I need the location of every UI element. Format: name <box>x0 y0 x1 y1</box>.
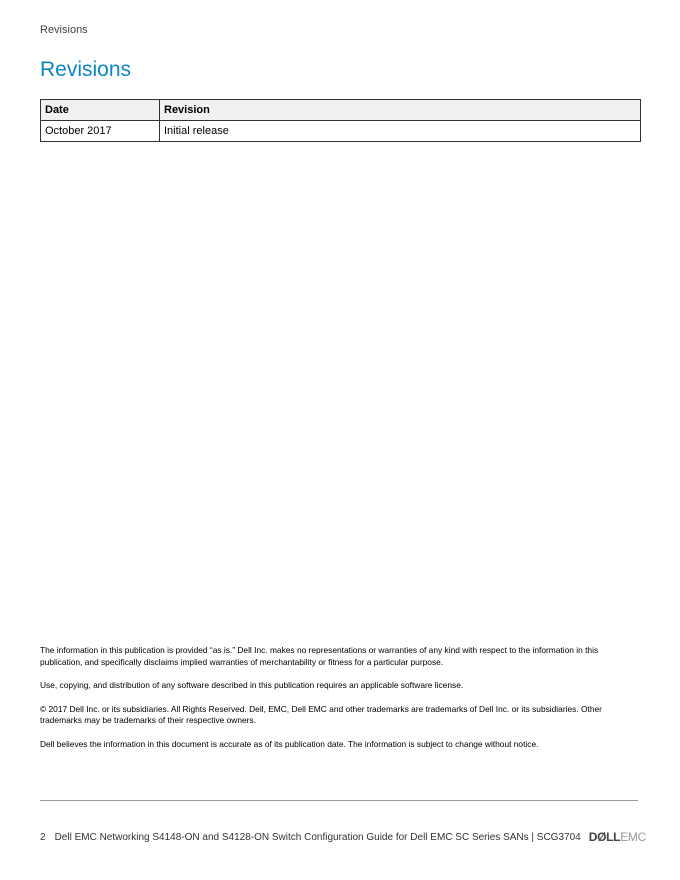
table-row <box>41 121 641 142</box>
page-number: 2 <box>40 831 46 843</box>
cell-revision: Initial release <box>160 121 641 142</box>
page-title: Revisions <box>40 58 132 81</box>
footer-divider <box>40 800 638 801</box>
document-title: Dell EMC Networking S4148-ON and S4128-ON Switch Configuration Guide for Dell EMC SC Series SANs | SCG3704 <box>54 831 581 843</box>
legal-paragraph-disclaimer: The information in this publication is provided “as is.” Dell Inc. makes no representations or warranties of any kind with respect to the information in this publication, and specifically disclaims implied warranties of merchantability or fitness for a particular purpose. <box>40 645 599 667</box>
legal-notice <box>40 645 640 762</box>
running-header: Revisions <box>40 24 88 36</box>
column-header-date: Date <box>41 100 160 121</box>
revisions-table <box>40 99 641 142</box>
logo-dell-text: DØLL <box>588 830 621 844</box>
legal-paragraph-copyright: © 2017 Dell Inc. or its subsidiaries. All Rights Reserved. Dell, EMC, Dell EMC and other trademarks are trademarks of Dell Inc. or its subsidiaries. Other trademarks may be trademarks of their respective owners. <box>40 703 602 725</box>
logo-emc-text: EMC <box>620 830 646 844</box>
dell-emc-logo <box>589 830 646 844</box>
table-header-row <box>41 100 641 121</box>
cell-date: October 2017 <box>41 121 160 142</box>
page-footer <box>40 830 646 844</box>
legal-paragraph-license: Use, copying, and distribution of any software described in this publication requires an applicable software license. <box>40 680 464 690</box>
legal-paragraph-accuracy: Dell believes the information in this document is accurate as of its publication date. The information is subject to change without notice. <box>40 738 539 749</box>
column-header-revision: Revision <box>160 100 641 121</box>
